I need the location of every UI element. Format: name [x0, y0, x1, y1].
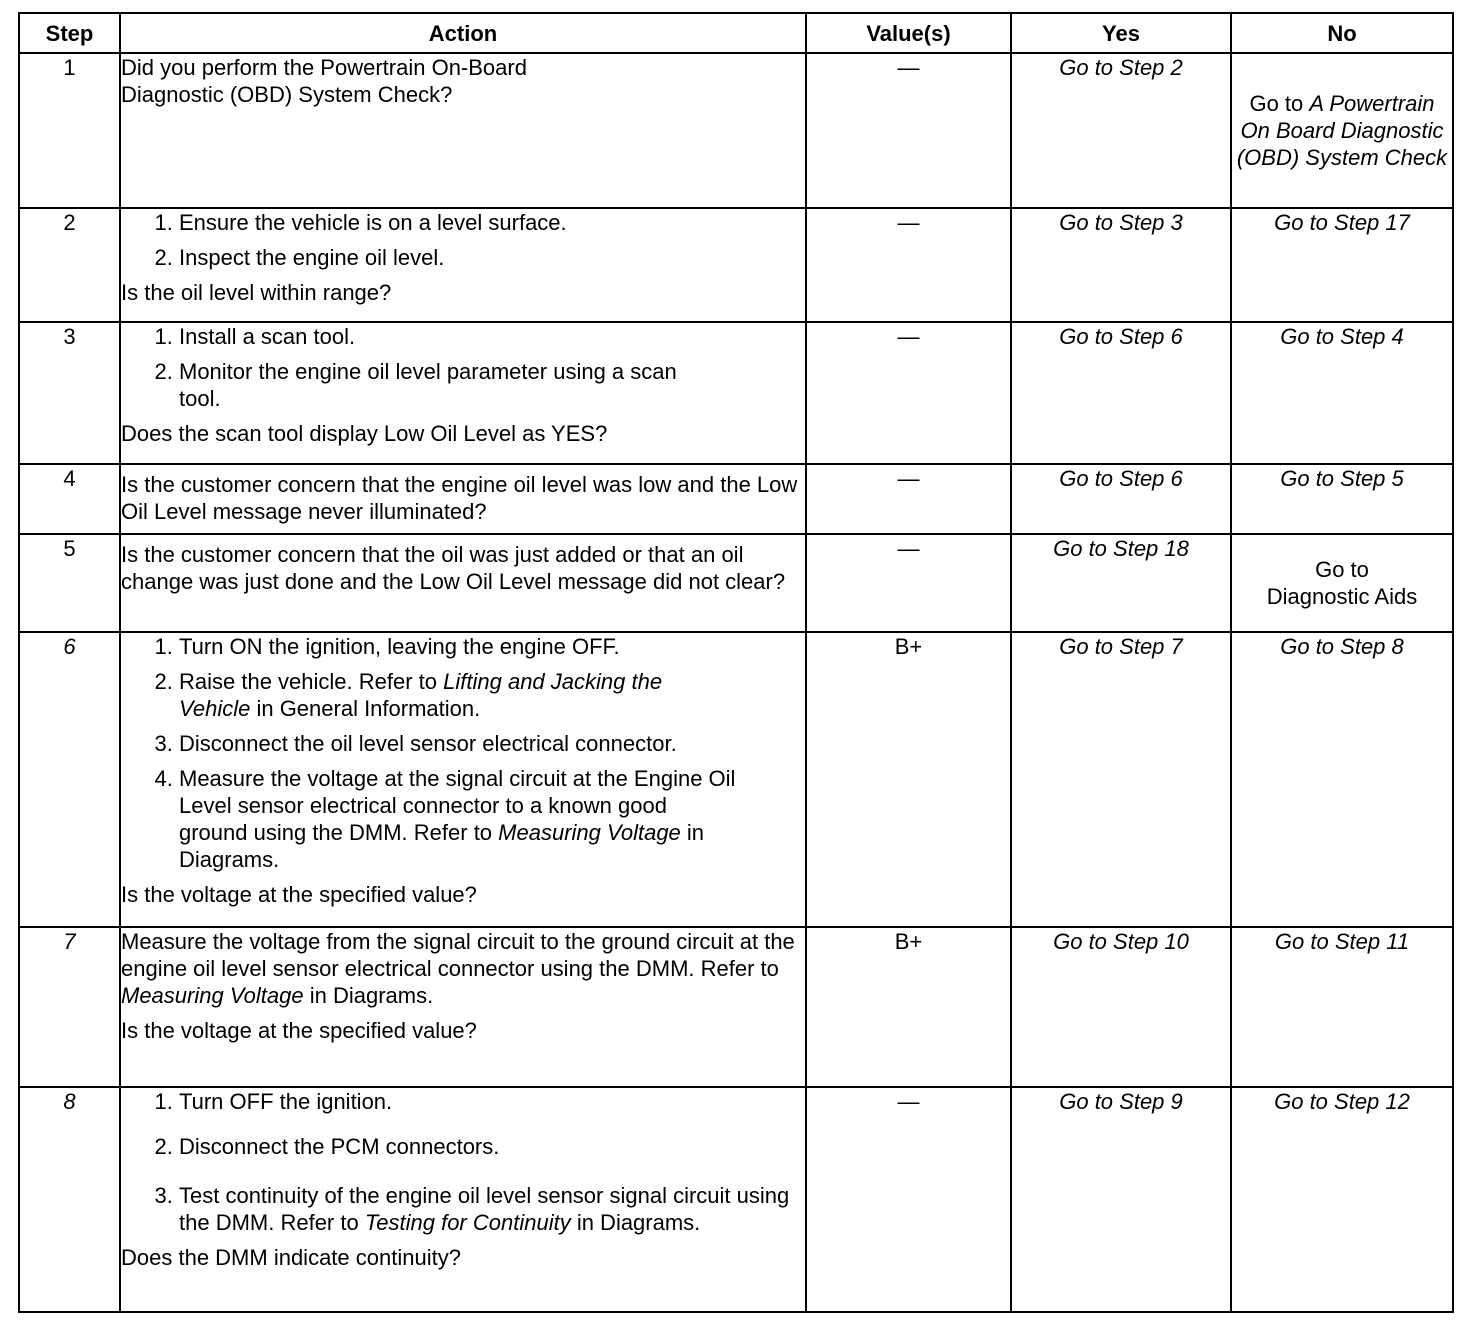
- value-cell: —: [806, 464, 1011, 534]
- no-link-line2[interactable]: Diagnostic Aids: [1266, 584, 1418, 609]
- header-row: [19, 13, 1453, 53]
- yes-cell: [1011, 632, 1231, 927]
- action-step-item: 2. Monitor the engine oil level parameter using a scan tool.: [179, 358, 709, 412]
- step-text: in General Information.: [250, 696, 481, 721]
- step-number: 7: [19, 927, 120, 1087]
- no-cell: [1231, 322, 1453, 464]
- action-question: Is the voltage at the specified value?: [121, 882, 477, 907]
- header-no: No: [1231, 13, 1453, 53]
- no-link[interactable]: Go to Step 11: [1274, 929, 1410, 954]
- yes-cell: [1011, 1087, 1231, 1312]
- step-number: 1: [19, 53, 120, 208]
- yes-cell: [1011, 464, 1231, 534]
- no-cell: [1231, 208, 1453, 322]
- action-cell: [120, 1087, 806, 1312]
- value-cell: —: [806, 534, 1011, 632]
- table-row: [19, 464, 1453, 534]
- value-cell: —: [806, 322, 1011, 464]
- step-text: in Diagrams.: [570, 1210, 701, 1235]
- action-question: Is the oil level within range?: [121, 280, 392, 305]
- step-number: 5: [19, 534, 120, 632]
- value-cell: —: [806, 1087, 1011, 1312]
- action-steps: [121, 209, 805, 271]
- step-number: 2: [19, 208, 120, 322]
- yes-cell: [1011, 534, 1231, 632]
- action-text-part: in Diagrams.: [303, 983, 434, 1008]
- no-link-line1[interactable]: Go to: [1315, 557, 1369, 582]
- no-link[interactable]: Go to Step 5: [1280, 466, 1404, 491]
- action-step-item: 1. Turn ON the ignition, leaving the engine OFF.: [179, 633, 805, 660]
- header-action: Action: [120, 13, 806, 53]
- yes-cell: [1011, 927, 1231, 1087]
- value-cell: B+: [806, 632, 1011, 927]
- action-cell: [120, 322, 806, 464]
- step-text: Measure the voltage at the signal circuit at the Engine Oil Level sensor electrical connector to a known good ground using the DMM. Refer to: [179, 766, 736, 845]
- action-steps: [121, 633, 805, 873]
- yes-link[interactable]: Go to Step 10: [1053, 929, 1189, 954]
- yes-link[interactable]: Go to Step 6: [1059, 324, 1183, 349]
- action-text: [121, 928, 805, 1009]
- yes-link[interactable]: Go to Step 2: [1059, 55, 1183, 80]
- action-step-item: [179, 1182, 805, 1236]
- action-cell: [120, 53, 806, 208]
- action-question: Did you perform the Powertrain On-Board Diagnostic (OBD) System Check?: [121, 55, 527, 107]
- step-text: in Diagrams.: [179, 820, 705, 872]
- action-question: Is the voltage at the specified value?: [121, 1018, 477, 1043]
- no-cell: [1231, 1087, 1453, 1312]
- value-cell: —: [806, 53, 1011, 208]
- value-cell: B+: [806, 927, 1011, 1087]
- no-link[interactable]: Go to Step 17: [1274, 210, 1410, 235]
- action-text-part: Measure the voltage from the signal circuit to the ground circuit at the engine oil level sensor electrical connector using the DMM. Refer to: [121, 929, 795, 981]
- no-link[interactable]: A Powertrain On Board Diagnostic (OBD) System Check: [1236, 91, 1448, 170]
- step-number: 6: [19, 632, 120, 927]
- step-text: Test continuity of the engine oil level sensor signal circuit using the DMM. Refer to: [179, 1183, 790, 1235]
- action-cell: [120, 632, 806, 927]
- reference-link[interactable]: Measuring Voltage: [498, 820, 681, 845]
- action-cell: [120, 534, 806, 632]
- action-step-item: 2. Disconnect the PCM connectors.: [179, 1133, 805, 1160]
- no-cell: [1231, 534, 1453, 632]
- no-cell: [1231, 632, 1453, 927]
- table-row: [19, 927, 1453, 1087]
- reference-link[interactable]: Testing for Continuity: [364, 1210, 571, 1235]
- action-cell: [120, 464, 806, 534]
- action-steps: [121, 323, 805, 412]
- yes-cell: [1011, 53, 1231, 208]
- value-cell: —: [806, 208, 1011, 322]
- no-cell: [1231, 464, 1453, 534]
- yes-link[interactable]: Go to Step 18: [1053, 536, 1189, 561]
- no-link[interactable]: Go to Step 8: [1280, 634, 1404, 659]
- step-number: 3: [19, 322, 120, 464]
- no-link[interactable]: Go to Step 12: [1274, 1089, 1410, 1114]
- action-question: Does the scan tool display Low Oil Level as YES?: [121, 421, 608, 446]
- action-step-item: [179, 765, 739, 873]
- action-question: Does the DMM indicate continuity?: [121, 1245, 461, 1270]
- no-cell: [1231, 927, 1453, 1087]
- table-row: [19, 1087, 1453, 1312]
- step-text: Raise the vehicle. Refer to: [179, 669, 444, 694]
- no-link-prefix: Go to: [1249, 91, 1304, 116]
- action-step-item: 1. Install a scan tool.: [179, 323, 805, 350]
- table-row: [19, 322, 1453, 464]
- action-question: Is the customer concern that the oil was just added or that an oil change was just done and the Low Oil Level message did not clear?: [121, 542, 786, 594]
- table-row: [19, 534, 1453, 632]
- action-cell: [120, 208, 806, 322]
- table-row: [19, 208, 1453, 322]
- no-cell: [1231, 53, 1453, 208]
- action-step-item: [179, 668, 739, 722]
- action-cell: [120, 927, 806, 1087]
- yes-link[interactable]: Go to Step 6: [1059, 466, 1183, 491]
- step-number: 4: [19, 464, 120, 534]
- action-step-item: 2. Inspect the engine oil level.: [179, 244, 805, 271]
- header-step: Step: [19, 13, 120, 53]
- action-step-item: 3. Disconnect the oil level sensor electrical connector.: [179, 730, 805, 757]
- yes-link[interactable]: Go to Step 7: [1059, 634, 1183, 659]
- diagnostic-table-sheet: [18, 12, 1452, 1309]
- reference-link[interactable]: Measuring Voltage: [121, 983, 304, 1008]
- yes-cell: [1011, 322, 1231, 464]
- action-step-item: 1. Turn OFF the ignition.: [179, 1088, 805, 1115]
- reference-link[interactable]: Lifting and Jacking the Vehicle: [179, 669, 663, 721]
- yes-link[interactable]: Go to Step 3: [1059, 210, 1183, 235]
- yes-cell: [1011, 208, 1231, 322]
- action-steps: [121, 1088, 805, 1236]
- yes-link[interactable]: Go to Step 9: [1059, 1089, 1183, 1114]
- diagnostic-table: [18, 12, 1454, 1313]
- table-row: [19, 632, 1453, 927]
- header-values: Value(s): [806, 13, 1011, 53]
- header-yes: Yes: [1011, 13, 1231, 53]
- table-row: [19, 53, 1453, 208]
- no-link[interactable]: Go to Step 4: [1280, 324, 1404, 349]
- action-step-item: 1. Ensure the vehicle is on a level surface.: [179, 209, 805, 236]
- step-number: 8: [19, 1087, 120, 1312]
- action-question: Is the customer concern that the engine oil level was low and the Low Oil Level message never illuminated?: [121, 472, 798, 524]
